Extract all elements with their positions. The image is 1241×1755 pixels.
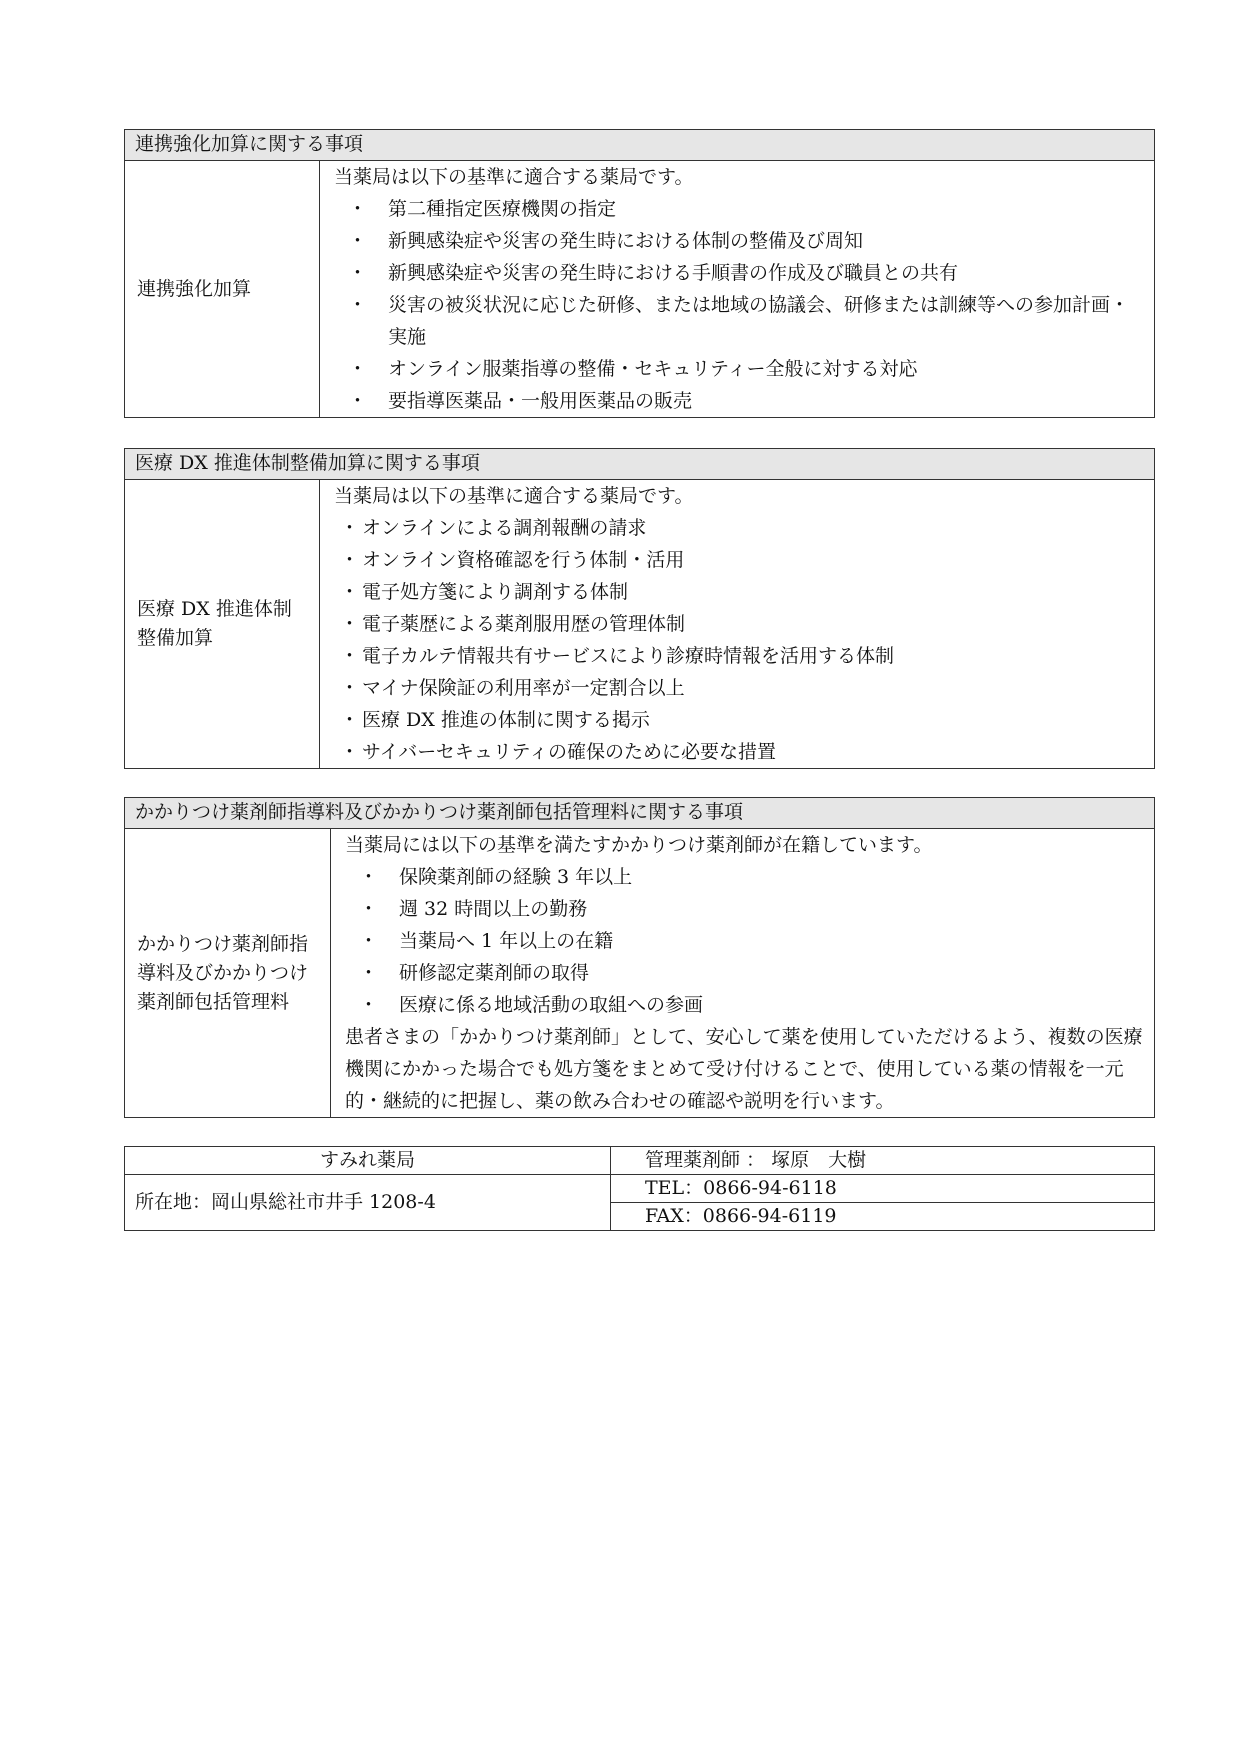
bullet-icon: ・ (348, 358, 368, 380)
pharmacy-name: すみれ薬局 (125, 1147, 611, 1175)
bullet-icon: ・ (359, 866, 379, 888)
bullet-icon: ・ (340, 677, 360, 699)
list-item: ・ 新興感染症や災害の発生時における体制の整備及び周知 (334, 225, 1144, 257)
bullet-icon: ・ (348, 294, 368, 316)
list-item: ・ オンライン服薬指導の整備・セキュリティー全般に対する対応 (334, 353, 1144, 385)
bullet-icon: ・ (340, 549, 360, 571)
document-page (124, 129, 1154, 1231)
bullet-icon: ・ (340, 613, 360, 635)
intro-text: 当薬局は以下の基準に適合する薬局です。 (334, 166, 694, 188)
row-label: 連携強化加算 (125, 161, 320, 418)
bullet-icon: ・ (348, 390, 368, 412)
renkei-kyoka-table (124, 129, 1155, 418)
list-item: ・ 研修認定薬剤師の取得 (345, 957, 1144, 989)
list-item: ・ サイバーセキュリティの確保のために必要な措置 (334, 736, 1144, 768)
list-item: ・ 医療 DX 推進の体制に関する掲示 (334, 704, 1144, 736)
row-content (320, 480, 1155, 769)
kakaritsuke-table (124, 797, 1155, 1118)
section-header: 連携強化加算に関する事項 (125, 130, 1155, 161)
address: 所在地：岡山県総社市井手 1208-4 (125, 1175, 611, 1231)
list-item: ・ オンライン資格確認を行う体制・活用 (334, 544, 1144, 576)
iryo-dx-table (124, 448, 1155, 769)
intro-text: 当薬局は以下の基準に適合する薬局です。 (334, 485, 694, 507)
list-item: ・ 保険薬剤師の経験 3 年以上 (345, 861, 1144, 893)
row-content (331, 829, 1155, 1118)
row-label: かかりつけ薬剤師指導料及びかかりつけ薬剤師包括管理料 (125, 829, 331, 1118)
bullet-icon: ・ (348, 230, 368, 252)
bullet-icon: ・ (348, 262, 368, 284)
list-item: ・ 電子処方箋により調剤する体制 (334, 576, 1144, 608)
list-item: ・ 当薬局へ 1 年以上の在籍 (345, 925, 1144, 957)
list-item: ・ 要指導医薬品・一般用医薬品の販売 (334, 385, 1144, 417)
row-label: 医療 DX 推進体制整備加算 (125, 480, 320, 769)
tel-number: TEL：0866-94-6118 (611, 1175, 1155, 1203)
bullet-icon: ・ (340, 741, 360, 763)
criteria-list (334, 193, 1144, 417)
criteria-list (345, 861, 1144, 1021)
section-header: 医療 DX 推進体制整備加算に関する事項 (125, 449, 1155, 480)
bullet-icon: ・ (359, 994, 379, 1016)
list-item: ・ 災害の被災状況に応じた研修、または地域の協議会、研修または訓練等への参加計画・実施 (334, 289, 1144, 353)
list-item: ・ オンラインによる調剤報酬の請求 (334, 512, 1144, 544)
bullet-icon: ・ (340, 517, 360, 539)
list-item: ・ 電子薬歴による薬剤服用歴の管理体制 (334, 608, 1144, 640)
list-item: ・ 医療に係る地域活動の取組への参画 (345, 989, 1144, 1021)
bullet-icon: ・ (348, 198, 368, 220)
bullet-icon: ・ (340, 581, 360, 603)
list-item: ・ 電子カルテ情報共有サービスにより診療時情報を活用する体制 (334, 640, 1144, 672)
pharmacy-info-table (124, 1146, 1155, 1231)
fax-number: FAX：0866-94-6119 (611, 1203, 1155, 1231)
intro-text: 当薬局には以下の基準を満たすかかりつけ薬剤師が在籍しています。 (345, 834, 933, 856)
criteria-list (334, 512, 1144, 768)
list-item: ・ 第二種指定医療機関の指定 (334, 193, 1144, 225)
list-item: ・ 週 32 時間以上の勤務 (345, 893, 1144, 925)
section-header: かかりつけ薬剤師指導料及びかかりつけ薬剤師包括管理料に関する事項 (125, 798, 1155, 829)
note-text: 患者さまの「かかりつけ薬剤師」として、安心して薬を使用していただけるよう、複数の医療機関にかかった場合でも処方箋をまとめて受け付けることで、使用している薬の情報を一元的・継続的に把握し、薬の飲み合わせの確認や説明を行います。 (345, 1026, 1143, 1112)
bullet-icon: ・ (359, 962, 379, 984)
bullet-icon: ・ (359, 898, 379, 920)
bullet-icon: ・ (359, 930, 379, 952)
row-content (320, 161, 1155, 418)
bullet-icon: ・ (340, 709, 360, 731)
bullet-icon: ・ (340, 645, 360, 667)
list-item: ・ 新興感染症や災害の発生時における手順書の作成及び職員との共有 (334, 257, 1144, 289)
list-item: ・ マイナ保険証の利用率が一定割合以上 (334, 672, 1144, 704)
manager-name: 管理薬剤師 ： 塚原 大樹 (611, 1147, 1155, 1175)
